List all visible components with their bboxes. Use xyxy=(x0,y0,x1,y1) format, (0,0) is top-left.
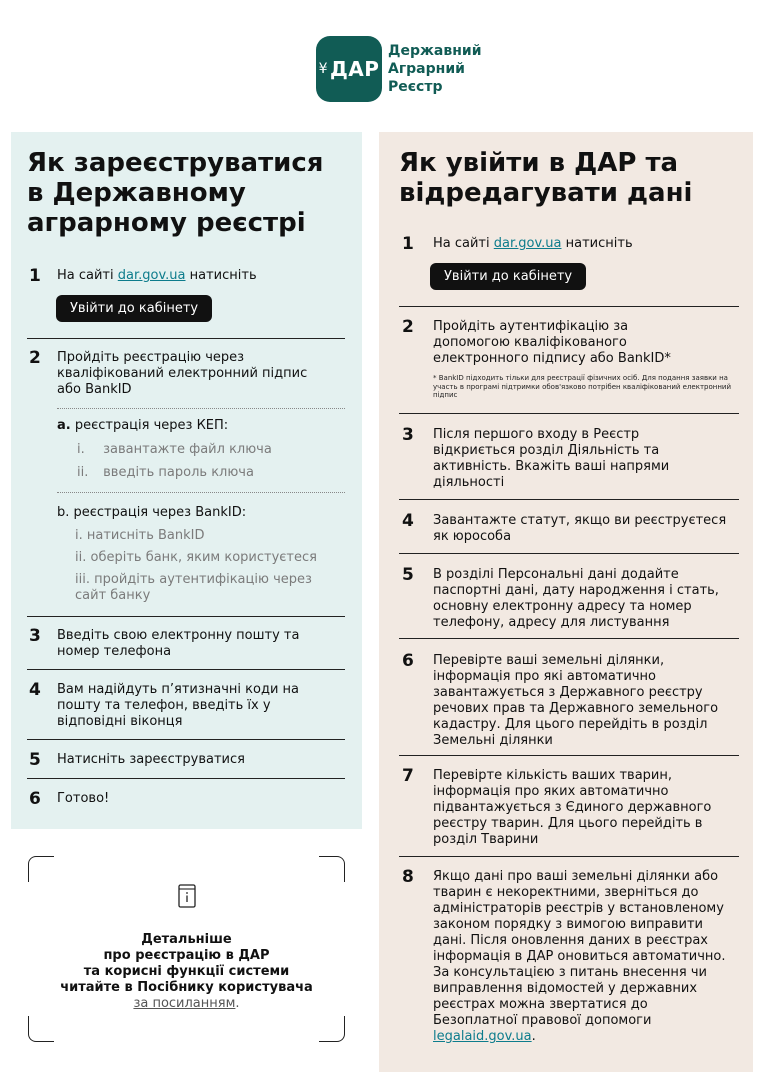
step-number: 5 xyxy=(29,750,41,770)
kep-item-2: ii. введіть пароль ключа xyxy=(77,465,254,480)
step-number: 7 xyxy=(402,766,414,786)
step-text: Вам надійдуть п’ятизначні коди на пошту та телефон, введіть їх у відповідні віконця xyxy=(57,682,300,729)
divider xyxy=(399,413,739,414)
step-text: Після першого входу в Реєстр відкриється розділ Діяльність та активність. Вкажіть ваші напрями діяльності xyxy=(433,427,670,490)
logo-badge xyxy=(316,36,382,102)
kep-item-1: i. завантажте файл ключа xyxy=(77,442,272,457)
wheat-icon: ¥ xyxy=(318,61,328,77)
bankid-heading: b. реєстрація через BankID: xyxy=(57,505,247,520)
logo-line-2: Аграрний xyxy=(388,61,465,77)
step-text: Введіть свою електронну пошту та номер телефона xyxy=(57,628,300,659)
divider xyxy=(27,669,345,670)
step-text: Перевірте кількість ваших тварин, інформація про яких автоматично підвантажується з Єдиного державного реєстру тварин. Для цього перейдіть в розділ Тварини xyxy=(433,768,712,847)
guide-text: Детальніше про реєстрацію в ДАР та корисні функції системи читайте в Посібнику користувача за посиланням. xyxy=(60,932,313,1011)
dar-site-link[interactable]: dar.gov.ua xyxy=(117,268,186,283)
step-text: Перевірте ваші земельні ділянки, інформація про які автоматично завантажується з Державного реєстру речових прав та Державного земельного кадастру. Для цього перейдіть в розділ Земельні ділянки xyxy=(433,653,719,748)
corner-bracket xyxy=(319,856,345,882)
step-number: 6 xyxy=(402,651,414,671)
step-text: Пройдіть реєстрацію через кваліфікований електронний підпис або BankID xyxy=(57,350,308,397)
divider xyxy=(399,306,739,307)
corner-bracket xyxy=(28,1016,54,1042)
step-text: Завантажте статут, якщо ви реєструєтеся як юрособа xyxy=(433,513,727,544)
step-number: 1 xyxy=(29,266,41,286)
document-icon xyxy=(178,884,196,908)
bankid-footnote: * BankID підходить тільки для реєстрації фізичних осіб. Для подання заявки на участь в програмі підтримки обов'язково потрібен кваліфікований електронний підпис xyxy=(433,374,732,399)
dotted-divider xyxy=(57,492,345,493)
divider xyxy=(399,499,739,500)
step-number: 2 xyxy=(29,348,41,368)
divider xyxy=(27,739,345,740)
step-number: 4 xyxy=(29,680,41,700)
logo-line-3: Реєстр xyxy=(388,79,443,95)
logo-badge-text: ДАР xyxy=(329,57,380,81)
bankid-item-1: i. натисніть BankID xyxy=(75,528,205,543)
step-text: В розділі Персональні дані додайте паспортні дані, дату народження і стать, основну електронну адресу та номер телефону, адресу для листування xyxy=(433,567,719,630)
step-text: На сайті dar.gov.ua натисніть xyxy=(433,236,633,251)
step-number: 1 xyxy=(402,234,414,254)
bankid-item-3: iii. пройдіть аутентифікацію через сайт банку xyxy=(75,572,312,603)
login-edit-title: Як увійти в ДАР та відредагувати дані xyxy=(399,148,693,208)
step-number: 4 xyxy=(402,511,414,531)
step-number: 3 xyxy=(29,626,41,646)
step-number: 6 xyxy=(29,789,41,809)
registration-title: Як зареєструватися в Державному аграрному реєстрі xyxy=(27,148,324,238)
step-text: Готово! xyxy=(57,791,110,806)
step-number: 2 xyxy=(402,317,414,337)
corner-bracket xyxy=(28,856,54,882)
dar-site-link[interactable]: dar.gov.ua xyxy=(493,236,562,251)
step-text: Пройдіть аутентифікацію за допомогою кваліфікованого електронного підпису або BankID* xyxy=(433,319,671,366)
registration-panel xyxy=(11,132,362,829)
divider xyxy=(27,338,345,339)
user-guide-box xyxy=(28,856,345,1042)
step-text: Натисніть зареєструватися xyxy=(57,752,245,767)
step-text: Якщо дані про ваші земельні ділянки або тварин є некоректними, зверніться до адміністраторів реєстрів у встановленому законом порядку з вимогою виправити дані. Після оновлення даних в реєстрах інформація в ДАР оновиться автоматично. За консультацією з питань внесення чи виправлення відомостей у державних реєстрах можна звертатися до Безоплатної правової допомоги legalaid.gov.ua. xyxy=(433,869,726,1044)
divider xyxy=(399,755,739,756)
divider xyxy=(399,553,739,554)
login-edit-panel xyxy=(379,132,753,1072)
bankid-item-2: ii. оберіть банк, яким користуєтеся xyxy=(75,550,317,565)
step-number: 8 xyxy=(402,867,414,887)
kep-heading: a. реєстрація через КЕП: xyxy=(57,418,229,433)
logo-line-1: Державний xyxy=(388,43,482,59)
divider xyxy=(27,616,345,617)
dotted-divider xyxy=(57,408,345,409)
divider xyxy=(399,638,739,639)
corner-bracket xyxy=(319,1016,345,1042)
login-cabinet-button[interactable]: Увійти до кабінету xyxy=(430,263,586,290)
guide-link[interactable]: за посиланням xyxy=(133,996,236,1011)
login-cabinet-button[interactable]: Увійти до кабінету xyxy=(56,295,212,322)
logo-title xyxy=(388,42,482,96)
step-number: 3 xyxy=(402,425,414,445)
dar-logo xyxy=(316,36,482,102)
step-number: 5 xyxy=(402,565,414,585)
legalaid-link[interactable]: legalaid.gov.ua xyxy=(433,1029,532,1044)
step-text: На сайті dar.gov.ua натисніть xyxy=(57,268,257,283)
divider xyxy=(399,856,739,857)
divider xyxy=(27,778,345,779)
